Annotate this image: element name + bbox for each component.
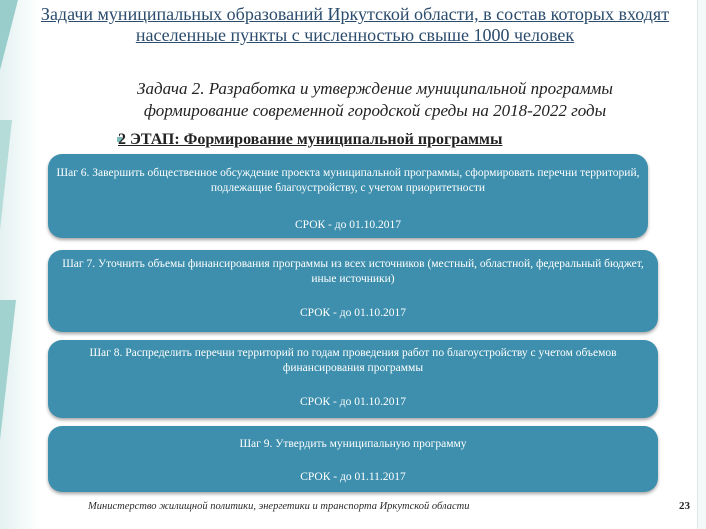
- subtitle-line: формирование современной городской среды на 2018-2022 годы: [143, 101, 607, 120]
- step-6-box: [48, 154, 648, 238]
- step-8-box: [48, 340, 658, 418]
- subtitle-line: Задача 2. Разработка и утверждение муниципальной программы: [137, 79, 613, 98]
- step-text: Шаг 6. Завершить общественное обсуждение проекта муниципальной программы, сформировать перечни территорий, подлежащие благоустройству, с учетом приоритетности: [56, 167, 640, 194]
- step-deadline: СРОК - до 01.10.2017: [300, 396, 406, 408]
- step-7-box: [48, 250, 658, 332]
- step-9-box: [48, 426, 658, 492]
- decorative-triangle: [0, 300, 16, 440]
- decorative-left-strip: [0, 0, 40, 529]
- step-deadline: СРОК - до 01.11.2017: [300, 471, 406, 483]
- step-text: Шаг 8. Распределить перечни территорий по годам проведения работ по благоустройству с учетом объемов финансирования программы: [89, 347, 617, 374]
- decorative-triangle: [0, 120, 12, 230]
- task-subtitle: [60, 78, 690, 122]
- step-deadline: СРОК - до 01.10.2017: [300, 307, 406, 319]
- decorative-triangle: [0, 0, 18, 70]
- slide-title: Задачи муниципальных образований Иркутской области, в состав которых входят населенные пункты с численностью свыше 1000 человек: [40, 4, 670, 45]
- step-text: Шаг 9. Утвердить муниципальную программу: [239, 438, 467, 450]
- stage-heading: 2 ЭТАП: Формирование муниципальной программы: [118, 131, 503, 148]
- step-text: Шаг 7. Уточнить объемы финансирования программы из всех источников (местный, областной, федеральный бюджет, иные источники): [62, 258, 644, 285]
- page-number: 23: [679, 500, 690, 512]
- step-deadline: СРОК - до 01.10.2017: [295, 219, 401, 231]
- footer-ministry: Министерство жилищной политики, энергетики и транспорта Иркутской области: [88, 501, 470, 512]
- decorative-right-edge: [697, 0, 706, 529]
